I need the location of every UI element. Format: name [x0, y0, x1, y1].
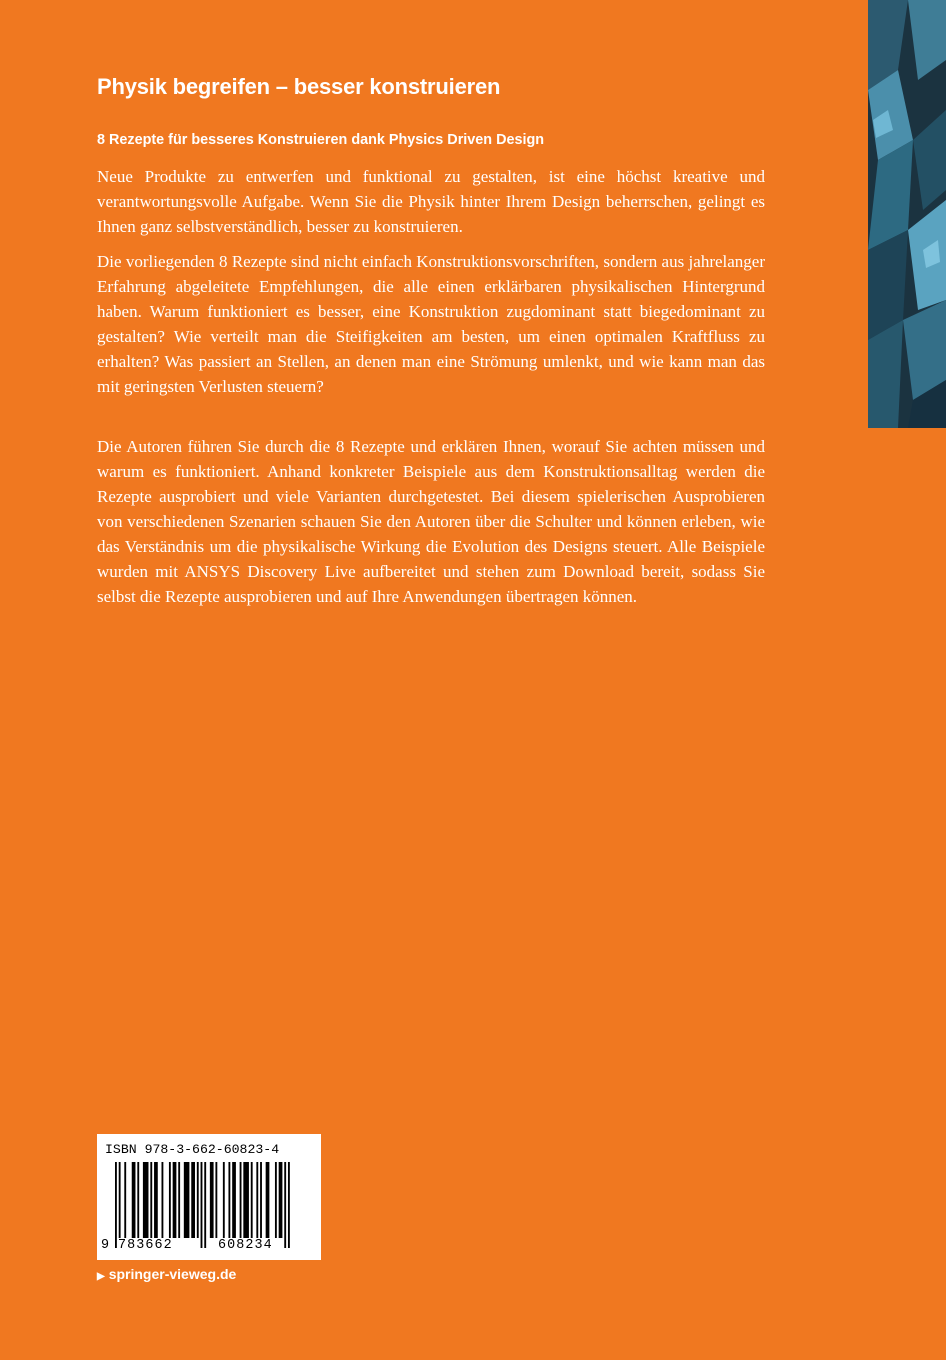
barcode-bar [197, 1162, 199, 1238]
barcode-bar [143, 1162, 149, 1238]
barcode-bar [132, 1162, 136, 1238]
description-paragraph-3: Die Autoren führen Sie durch die 8 Rezepte und erklären Ihnen, worauf Sie achten müssen und warum es funktioniert. Anhand konkreter Beispiele aus dem Konstruktionsalltag werden die Rezepte ausprobiert und viele Varianten durchgetestet. Bei diesem spielerischen Ausprobieren von verschiedenen Szenarien schauen Sie den Autoren über die Schulter und können erleben, wie das Verständnis um die physikalische Wirkung die Evolution des Designs steuert. Alle Beispiele wurden mit ANSYS Discovery Live aufbereitet und stehen zum Download bereit, sodass Sie selbst die Rezepte ausprobieren und auf Ihre Anwendungen übertragen können. [97, 437, 765, 606]
barcode-bar [173, 1162, 177, 1238]
barcode-left-digits: 783662 [118, 1238, 173, 1253]
book-title: Physik begreifen – besser konstruieren [97, 74, 501, 99]
barcode-bar [275, 1162, 277, 1238]
barcode-bar [137, 1162, 139, 1238]
barcode-bar [240, 1162, 242, 1238]
barcode-right-digits: 608234 [218, 1238, 273, 1253]
isbn-label: ISBN 978-3-662-60823-4 [105, 1142, 280, 1157]
triangle-right-icon: ▶ [97, 1271, 105, 1282]
barcode-bar [260, 1162, 262, 1238]
barcode-lead-digit: 9 [101, 1238, 110, 1253]
barcode-bar [243, 1162, 249, 1238]
barcode-bar [178, 1162, 180, 1238]
barcode-bar [266, 1162, 270, 1238]
barcode-bar [191, 1162, 195, 1238]
cover-accent-image [868, 0, 946, 428]
barcode-bar [124, 1162, 126, 1238]
barcode-bar [215, 1162, 217, 1238]
barcode-bar [115, 1162, 117, 1248]
barcode-bar [150, 1162, 152, 1238]
barcode-bar [204, 1162, 206, 1248]
barcode-bar [154, 1162, 158, 1238]
publisher-url: springer-vieweg.de [108, 1266, 237, 1282]
barcode-bar [284, 1162, 286, 1248]
abstract-blue-blocks-image [868, 0, 946, 428]
isbn-barcode [97, 1134, 321, 1260]
barcode-bar [169, 1162, 171, 1238]
barcode-bar [251, 1162, 253, 1238]
description-paragraph-2: Die vorliegenden 8 Rezepte sind nicht einfach Konstruktionsvorschriften, sondern aus jahrelanger Erfahrung abgeleitete Empfehlungen, die alle einen erklärbaren physikalischen Hintergrund haben. Warum funktioniert es besser, eine Konstruktion zugdominant statt biegedominant zu gestalten? Wie verteilt man die Steifigkeiten am besten, um einen optimalen Kraftfluss zu erhalten? Was passiert an Stellen, an denen man eine Strömung umlenkt, und wie kann man das mit geringsten Verlusten steuern? [97, 252, 765, 396]
barcode-bar [288, 1162, 290, 1248]
barcode-bar [223, 1162, 225, 1238]
book-subtitle: 8 Rezepte für besseres Konstruieren dank Physics Driven Design [97, 132, 545, 148]
barcode-bar [184, 1162, 190, 1238]
barcode-bar [119, 1162, 121, 1248]
barcode-bar [256, 1162, 258, 1238]
barcode-bar [228, 1162, 230, 1238]
publisher-link[interactable] [97, 1266, 236, 1282]
barcode-bar [279, 1162, 283, 1238]
barcode-bar [210, 1162, 214, 1238]
barcode-bar [162, 1162, 164, 1238]
barcode-bar [201, 1162, 203, 1248]
barcode-bar [232, 1162, 236, 1238]
description-paragraph-1: Neue Produkte zu entwerfen und funktional zu gestalten, ist eine höchst kreative und verantwortungsvolle Aufgabe. Wenn Sie die Physik hinter Ihrem Design beherrschen, gelingt es Ihnen ganz selbstverständlich, besser zu konstruieren. [97, 167, 765, 236]
